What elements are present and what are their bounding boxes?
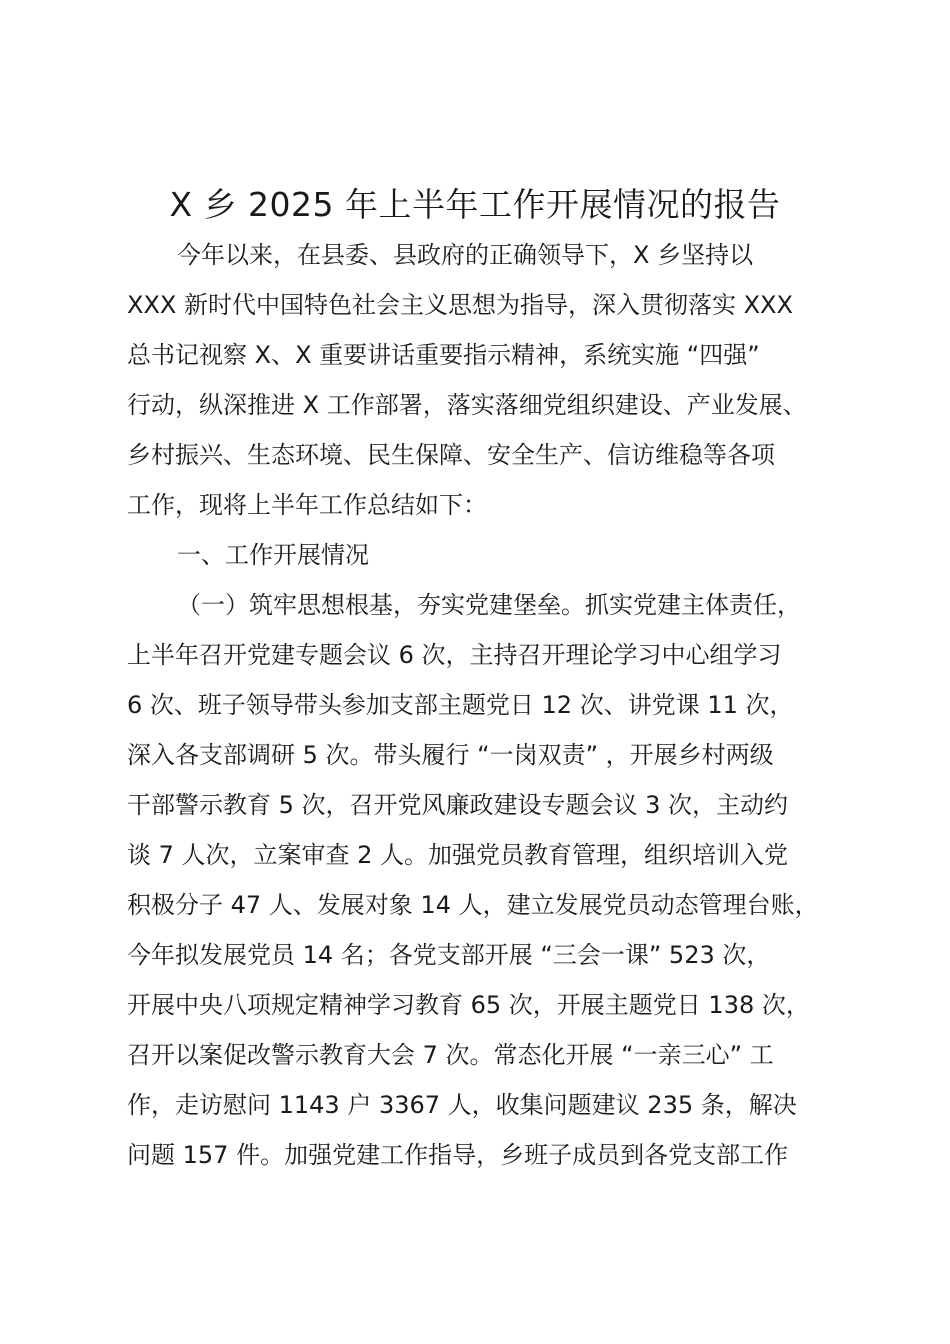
paragraph-intro-line-6: 工作，现将上半年工作总结如下： [127, 491, 487, 519]
paragraph-1-line-12: 问题 157 件。加强党建工作指导，乡班子成员到各党支部工作 [127, 1141, 789, 1169]
document-body [127, 230, 867, 1180]
paragraph-1-line-3: 6 次、班子领导带头参加支部主题党日 12 次、讲党课 11 次， [127, 691, 794, 719]
paragraph-1-line-9: 开展中央八项规定精神学习教育 65 次，开展主题党日 138 次， [127, 991, 810, 1019]
paragraph-1-line-6: 谈 7 人次，立案审查 2 人。加强党员教育管理，组织培训入党 [127, 841, 789, 869]
paragraph-1-line-10: 召开以案促改警示教育大会 7 次。常态化开展 “一亲三心” 工 [127, 1041, 774, 1069]
paragraph-1-line-2: 上半年召开党建专题会议 6 次，主持召开理论学习中心组学习 [127, 641, 782, 669]
paragraph-intro-line-4: 行动，纵深推进 X 工作部署，落实落细党组织建设、产业发展、 [127, 391, 807, 419]
paragraph-1-line-1: （一）筑牢思想根基，夯实党建堡垒。抓实党建主体责任， [177, 591, 801, 619]
paragraph-intro-line-3: 总书记视察 X、X 重要讲话重要指示精神，系统实施 “四强” [127, 341, 760, 369]
paragraph-1-line-8: 今年拟发展党员 14 名；各党支部开展 “三会一课” 523 次， [127, 941, 771, 969]
paragraph-1-line-4: 深入各支部调研 5 次。带头履行 “一岗双责” ，开展乡村两级 [127, 741, 774, 769]
paragraph-intro-line-2: XXX 新时代中国特色社会主义思想为指导，深入贯彻落实 XXX [127, 291, 793, 319]
paragraph-intro-line-1: 今年以来，在县委、县政府的正确领导下，X 乡坚持以 [177, 241, 754, 269]
section-heading-1: 一、工作开展情况 [177, 541, 369, 569]
paragraph-intro-line-5: 乡村振兴、生态环境、民生保障、安全生产、信访维稳等各项 [127, 441, 775, 469]
paragraph-1-line-5: 干部警示教育 5 次，召开党风廉政建设专题会议 3 次，主动约 [127, 791, 789, 819]
paragraph-1-line-7: 积极分子 47 人、发展对象 14 人，建立发展党员动态管理台账， [127, 891, 819, 919]
paragraph-1-line-11: 作，走访慰问 1143 户 3367 人，收集问题建议 235 条，解决 [127, 1091, 797, 1119]
document-title: X 乡 2025 年上半年工作开展情况的报告 [169, 185, 781, 224]
